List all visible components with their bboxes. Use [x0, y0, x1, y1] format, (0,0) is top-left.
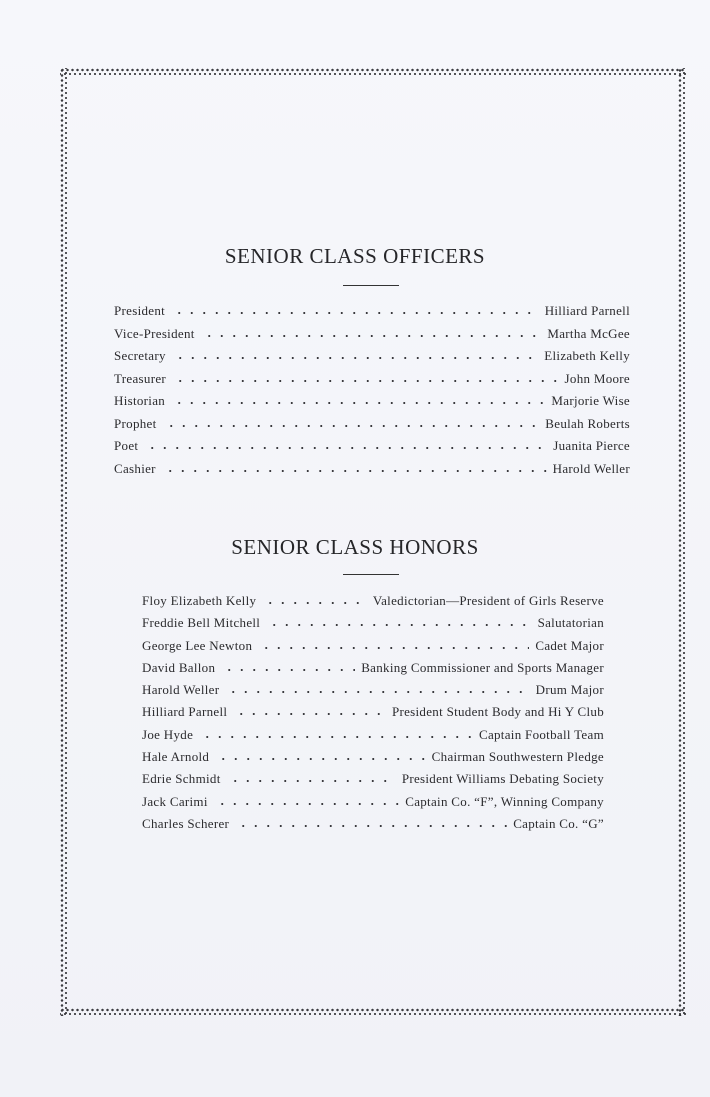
officers-title: SENIOR CLASS OFFICERS: [224, 244, 486, 268]
dot-leader: [227, 770, 396, 783]
dot-leader: [199, 726, 473, 739]
officer-role: Cashier: [114, 460, 156, 476]
honor-row: [142, 659, 604, 681]
dot-leader: [171, 302, 539, 315]
border-bottom: [60, 1008, 686, 1016]
honoree-name: Joe Hyde: [142, 726, 194, 742]
honoree-name: Hale Arnold: [142, 749, 210, 765]
dot-leader: [221, 659, 355, 672]
officer-name: Beulah Roberts: [545, 415, 630, 431]
honor-row: [142, 681, 604, 703]
honor-title: Captain Co. “G”: [513, 815, 604, 831]
officer-row: [114, 415, 630, 438]
honor-row: [142, 592, 604, 614]
honor-title: Salutatorian: [537, 615, 604, 631]
honor-title: Chairman Southwestern Pledge: [431, 749, 604, 765]
honoree-name: Edrie Schmidt: [142, 771, 221, 787]
honor-row: [142, 703, 604, 725]
honor-title: Banking Commissioner and Sports Manager: [361, 659, 604, 675]
honor-title: President Student Body and Hi Y Club: [391, 704, 604, 720]
honoree-name: George Lee Newton: [142, 637, 253, 653]
dot-leader: [215, 748, 425, 761]
dot-leader: [233, 703, 386, 716]
honors-title: SENIOR CLASS HONORS: [231, 535, 479, 559]
officer-row: [114, 347, 630, 370]
dot-leader: [266, 614, 531, 627]
officer-name: Juanita Pierce: [553, 438, 630, 453]
honoree-name: Jack Carimi: [142, 793, 208, 809]
dot-leader: [163, 415, 540, 428]
honor-row: [142, 726, 604, 748]
officer-row: [114, 392, 630, 415]
officer-name: Hilliard Parnell: [544, 303, 630, 318]
dot-leader: [258, 637, 529, 650]
honor-title: Valedictorian—President of Girls Reserve: [372, 593, 604, 608]
honor-row: [142, 614, 604, 636]
officer-row: [114, 325, 630, 348]
honor-row: [142, 637, 604, 659]
officers-list: [114, 302, 630, 482]
officer-name: Martha McGee: [547, 325, 630, 341]
honor-row: [142, 815, 604, 837]
honor-title: Drum Major: [535, 682, 604, 698]
dot-leader: [201, 325, 542, 338]
honoree-name: Harold Weller: [142, 682, 220, 698]
officer-name: Elizabeth Kelly: [544, 348, 630, 363]
honor-title: President Williams Debating Society: [401, 771, 604, 787]
officers-title-rule: [343, 285, 399, 286]
officer-row: [114, 302, 630, 325]
honor-row: [142, 793, 604, 815]
officer-row: [114, 370, 630, 393]
dot-leader: [235, 815, 507, 828]
honors-title-rule: [343, 574, 399, 575]
officer-role: Treasurer: [114, 370, 167, 386]
officer-row: [114, 437, 630, 460]
dot-leader: [172, 370, 558, 383]
dot-leader: [214, 793, 399, 806]
officer-role: President: [114, 303, 166, 318]
officer-name: John Moore: [564, 370, 630, 386]
honoree-name: Charles Scherer: [142, 815, 230, 831]
officer-role: Prophet: [114, 415, 157, 431]
honoree-name: Floy Elizabeth Kelly: [142, 593, 257, 608]
dot-leader: [225, 681, 529, 694]
officer-role: Vice-President: [114, 325, 195, 341]
dot-leader: [262, 592, 367, 605]
honor-row: [142, 748, 604, 770]
dot-leader: [162, 460, 547, 473]
honor-title: Captain Co. “F”, Winning Company: [405, 793, 604, 809]
honoree-name: Freddie Bell Mitchell: [142, 615, 261, 631]
dot-leader: [171, 392, 545, 405]
officer-name: Marjorie Wise: [551, 393, 630, 408]
officer-name: Harold Weller: [552, 460, 630, 476]
honor-title: Cadet Major: [535, 637, 604, 653]
officer-role: Secretary: [114, 348, 166, 363]
officer-role: Poet: [114, 438, 139, 453]
dot-leader: [172, 347, 539, 360]
officer-role: Historian: [114, 393, 166, 408]
honor-row: [142, 770, 604, 792]
honor-title: Captain Football Team: [478, 726, 604, 742]
dot-leader: [144, 437, 547, 450]
officer-row: [114, 460, 630, 483]
honoree-name: David Ballon: [142, 659, 216, 675]
border-top: [60, 68, 686, 76]
honors-list: [142, 592, 604, 837]
honoree-name: Hilliard Parnell: [142, 704, 228, 720]
